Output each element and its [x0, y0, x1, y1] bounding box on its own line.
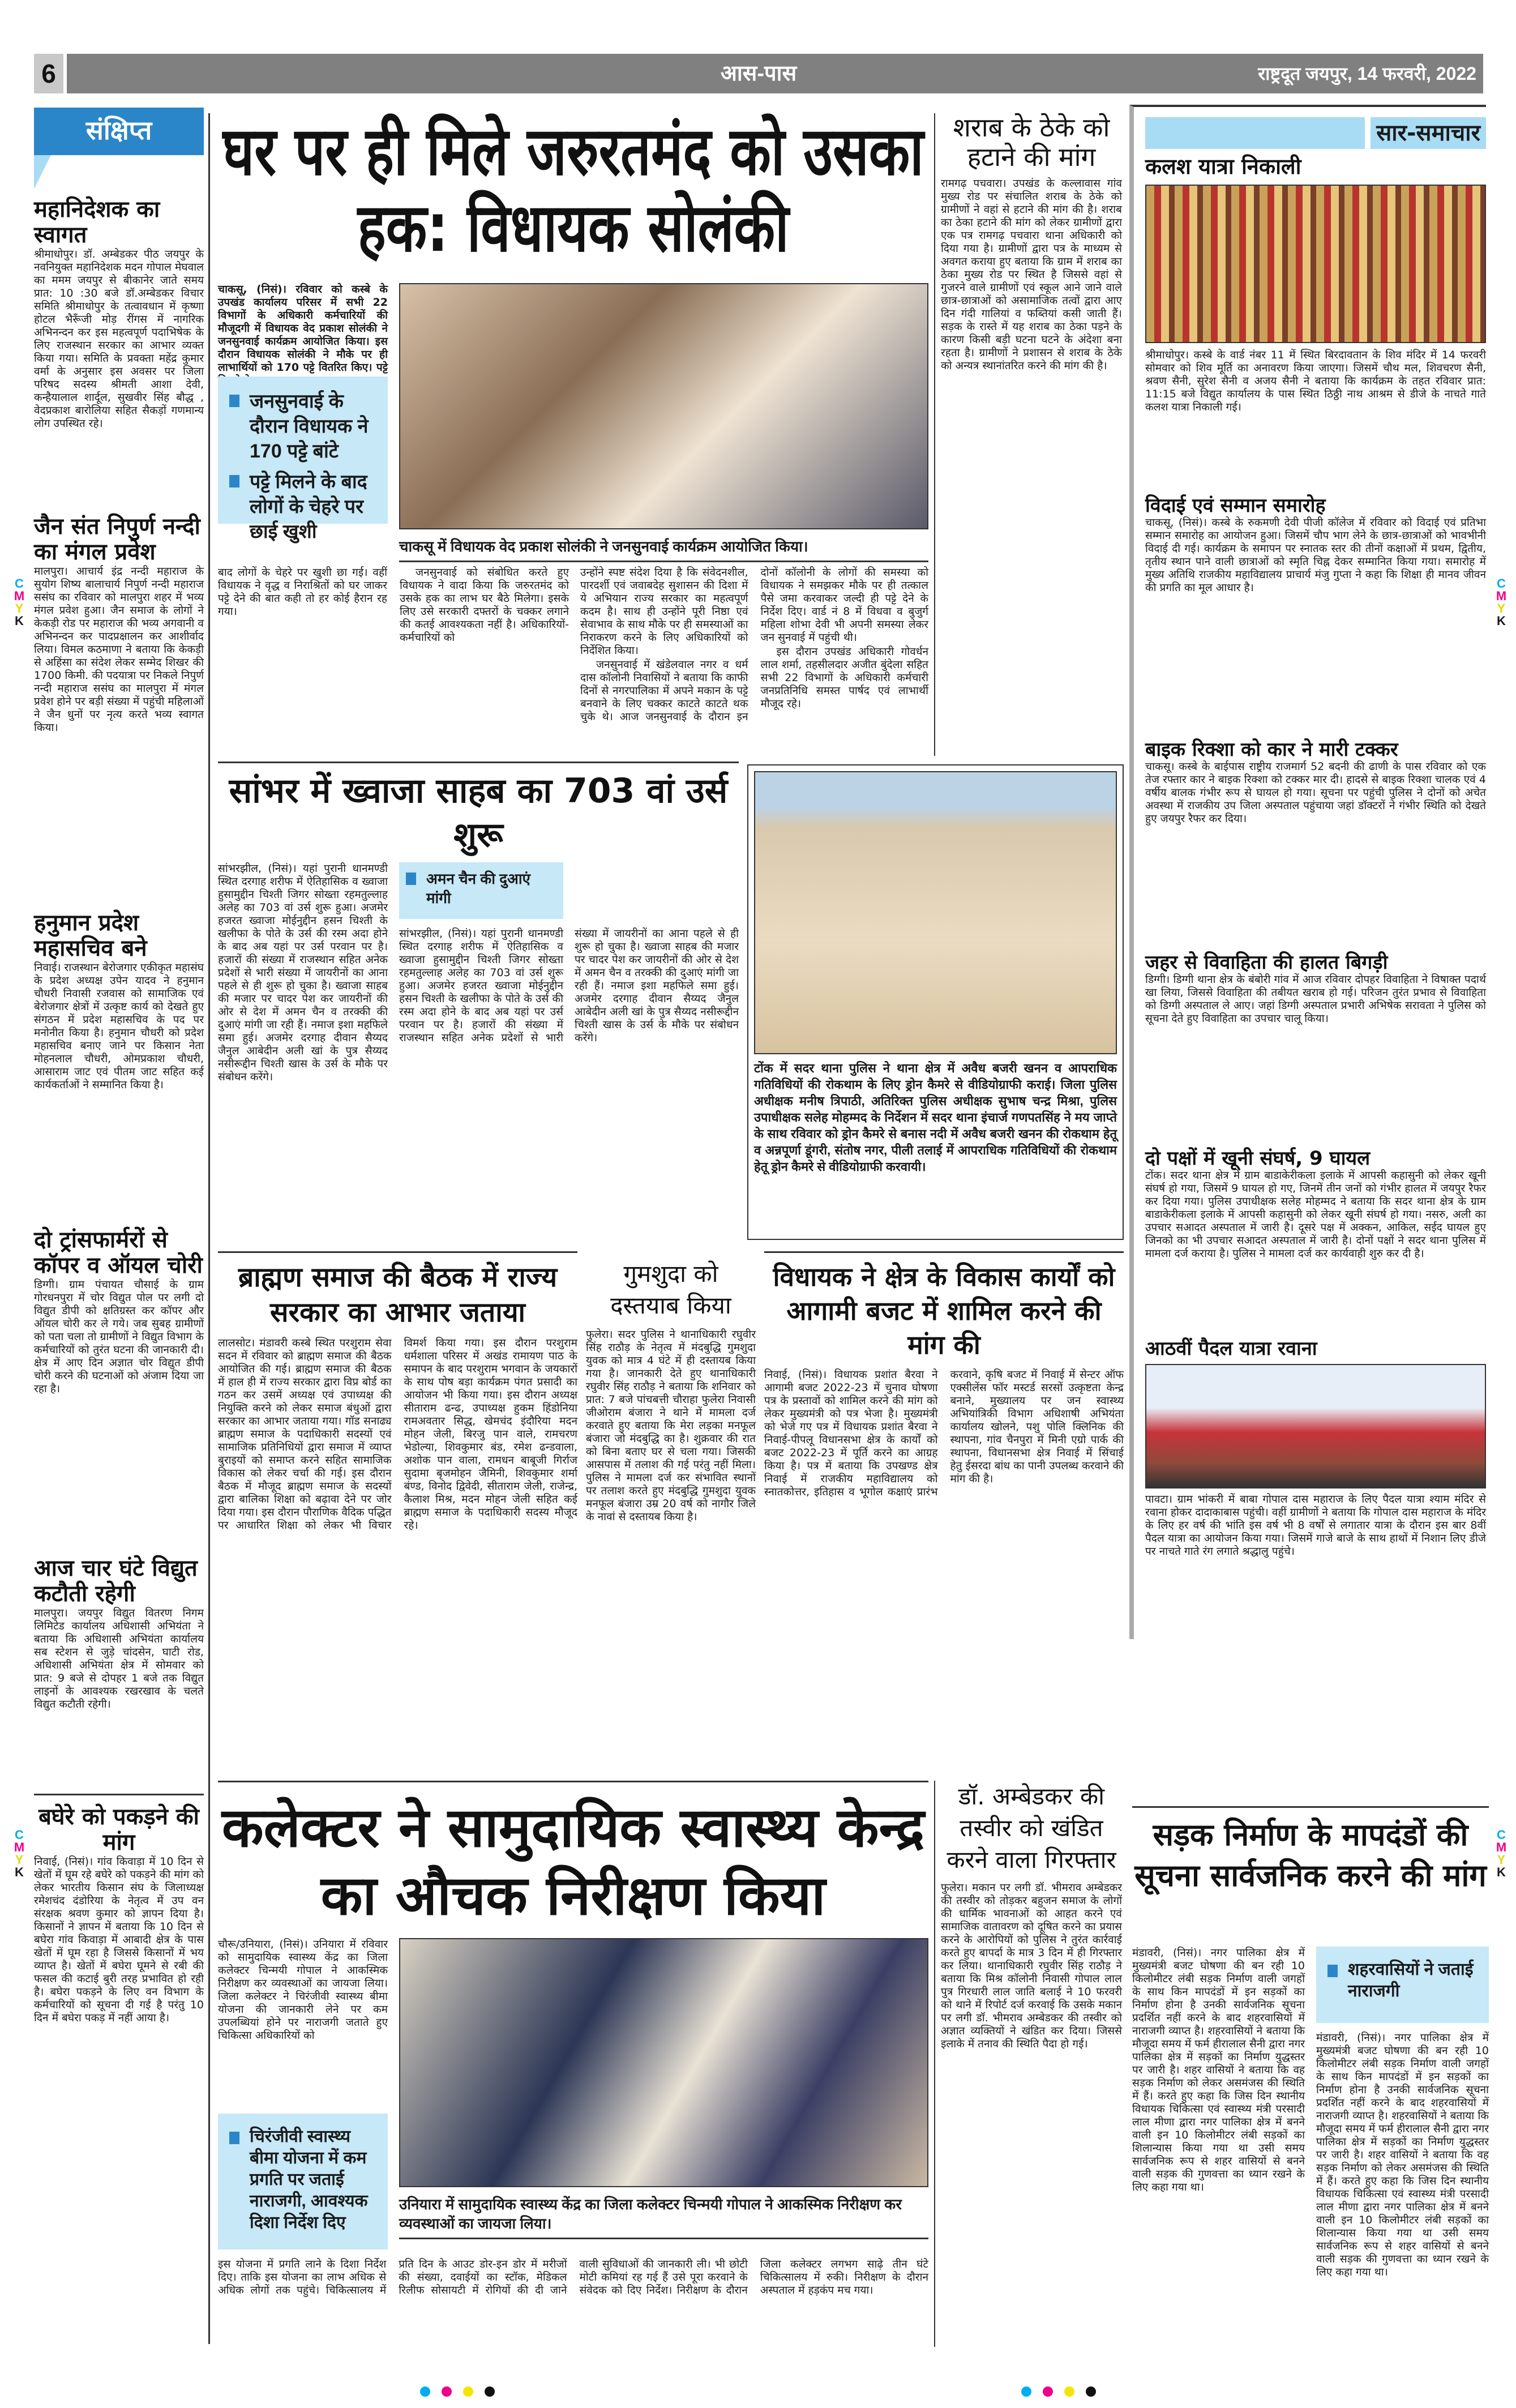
headline: आठवीं पैदल यात्रा रवाना: [1145, 1337, 1317, 1360]
brahmin-story: [218, 1251, 577, 1772]
article-body: लालसोट। मंडावरी कस्बे स्थित परशुराम सेवा सदन में रविवार को ब्राह्मण समाज की बैठक आयोजित की गई। ब्राह्मण समाज की बैठक में हाल ही में राज्य सरकार द्वारा विप्र बोर्ड का गठन कर उसमें अध्यक्ष एवं उपाध्यक्ष की नियुक्ति करने को लेकर समाज बंधुओं द्वारा सरकार का आभार जताया गया। गॉड सनाढ्य ब्राह्मण समाज के पदाधिकारी सदस्यों एवं सामाजिक प्रतिनिधियों द्वारा समाज में व्याप्त बुराइयों को समाप्त करने सहित सामाजिक विकास को लेकर चर्चा की गई। इस दौरान बैठक में मौजूद ब्राह्मण समाज के सदस्यों द्वारा बालिका शिक्षा को बढ़ावा देने पर जोर दिया गया। इस दौरान पौराणिक वैदिक पद्धित पर आधारित शिक्षा को लेकर भी विचार विमर्श किया गया। इस दौरान परशुराम धर्मशाला परिसर में अखंड रामायण पाठ के समापन के बाद परशुराम भगवान के जयकारों के साथ पोष बड़ा कार्यक्रम पंगत प्रसादी का आयोजन भी किया गया। इस दौरान अध्यक्ष सीताराम ढन्ढ, उपाध्यक्ष हुकम हिंडोनिया रामअवतार सिद्ध, खेमचंद इंदौरिया मदन मोहन जेली, बिरजु पान वाले, रामचरण भेडोल्या, शिवकुमार बंड, रमेश ढन्डवाला, अशोक पान वाला, रामधन बाबूजी गिर्राज सुदामा बृजमोहन जैमिनी, शिवकुमार शर्मा बंण्ड, विनोद द्विवेदी, सीताराम जेली, राजेन्द्र, कैलाश मिश्र, मदन मोहन जेली सहित कई ब्राह्मण समाज के पदाधिकारी सदस्य मौजूद रहे।: [218, 1337, 577, 1532]
lead-photo-caption: चाकसू में विधायक वेद प्रकाश सोलंकी ने जनसुनवाई कार्यक्रम आयोजित किया।: [399, 532, 928, 562]
brief-column: [34, 108, 204, 2344]
article-body: पावटा। ग्राम भांकरी में बाबा गोपाल दास महाराज के लिए पैदल यात्रा श्याम मंदिर से रवाना होकर दादाकाबास पहुंची। वहीं ग्रामीणों ने बताया कि गोपाल दास महाराज के मंदिर के लिए हर वर्ष की भांति इस वर्ष भी 8 वर्षों से लगातार यात्रा के दौरान इस बार 8वीं पैदल यात्रा का आयोजन किया गया। जिसमें गाजे बाजे के साथ हाथों में निशान लिए डीजे पर नाचते गाते रंग लगाते श्रद्धालु पहुंचे।: [1145, 1492, 1486, 1558]
paper-dateline: राष्ट्रदूत जयपुर, 14 फरवरी, 2022: [1258, 63, 1476, 84]
headline: हनुमान प्रदेश महासचिव बने: [34, 910, 147, 961]
brief-label: संक्षिप्त: [34, 108, 204, 155]
brief-item: [34, 197, 204, 514]
collector-photo: [399, 1938, 928, 2187]
drone-photo-story: [747, 764, 1124, 1240]
article-body: श्रीमाधोपुर। कस्बे के वार्ड नंबर 11 में स्थित बिरदावतान के शिव मंदिर में 14 फरवरी सोमवार को शिव मूर्ति का अनावरण किया जाएगा। जिसमें चौथ मल, शिवचरण सैनी, श्रवण सैनी, सुरेश सैनी व अजय सैनी ने बताया कि कार्यक्रम के तहत रविवार प्रात: 11:15 बजे विद्युत कार्यालय के पास स्थित ठिठ्ठी नाथ आश्रम से डीजे के नाचते गाते कलश यात्रा निकाली गई।: [1145, 348, 1486, 413]
headline: सड़क निर्माण के मापदंडों की सूचना सार्वजनिक करने की मांग: [1134, 1817, 1487, 1893]
urs-story: [218, 762, 739, 1243]
headline: कलेक्टर ने सामुदायिक स्वास्थ्य केन्द्र का औचक निरीक्षण किया: [221, 1796, 925, 1927]
brief-item: [34, 1227, 204, 1556]
article-body: निवाई। राजस्थान बेरोजगार एकीकृत महासंघ के प्रदेश अध्यक्ष उपेन यादव ने हनुमान चौधरी निवासी रजवास को सामाजिक एवं बेरोजगार क्षेत्रों में उत्कृष्ट कार्य को देखते हुए संगठन में प्रदेश महासचिव के पद पर मनोनीत किया है। हनुमान चौधरी को प्रदेश महासचिव बनाए जाने पर किसान नेता मोहनलाल चौधरी, ओमप्रकाश चौधरी, आसाराम जाट एवं पीतम जाट सहित कई कार्यकर्ताओं ने सम्मानित किया है।: [34, 961, 204, 1091]
headline: शराब के ठेके को हटाने की मांग: [953, 112, 1110, 172]
column-rule: [934, 1781, 935, 2347]
highlight-box: शहरवासियों ने जताई नाराजगी: [1316, 1947, 1489, 2023]
headline: जहर से विवाहिता की हालत बिगड़ी: [1145, 951, 1388, 974]
drone-photo: [754, 771, 1117, 1054]
headline: ब्राह्मण समाज की बैठक में राज्य सरकार का आभार जताया: [238, 1261, 558, 1328]
headline: गुमशुदा को दस्तयाब किया: [610, 1260, 731, 1319]
missing-person-story: [586, 1251, 756, 1772]
headline: विदाई एवं सम्मान समारोह: [1145, 494, 1326, 517]
lead-headline: घर पर ही मिले जरुरतमंद को उसका हक: विधायक सोलंकी: [222, 112, 924, 267]
brief-item: [34, 514, 204, 910]
lead-intro: चाकसू, (निसं)। रविवार को कस्बे के उपखंड कार्यालय परिसर में सभी 22 विभागों के अधिकारी कर्मचारियों की मौजूदगी में विधायक वेद प्रकाश सोलंकी ने जनसुनवाई कार्यक्रम आयोजित किया। इस दौरान विधायक सोलंकी ने मौके पर ही लाभार्थियों को 170 पट्टे वितरित किए। पट्टे: [218, 283, 388, 374]
column-rule: [934, 113, 935, 756]
lead-body: बाद लोगों के चेहरे पर खुशी छा गई। वहीं विधायक ने वृद्ध व निराश्रितों को घर जाकर पट्टे देने की बात कही तो हर कोई हैरान रह गया। जनसुनवाई को संबोधित करते हुए विधायक ने वादा किया कि जरुरतमंद को उसके हक का लाभ घर बैठे मिलेगा। इसके लिए उसे सरकारी दफ्तरों के चक्कर लगाने की कतई आवश्यकता नहीं है। अधिकारियों-कर्मचारियों को: [218, 566, 569, 644]
article-body: मालपुरा। आचार्य इंद्र नन्दी महाराज के सुयोग शिष्य बालाचार्य निपुर्ण नन्दी महाराज ससंघ का रविवार को मालपुरा शहर में भव्य मंगल प्रवेश हुआ। जैन समाज के लोगों ने केकड़ी रोड पर महाराज की भव्य अगवानी व अभिनन्दन कर पादप्रक्षालन कर आशीर्वाद लिया। विमल कठमाणा ने बताया कि केकड़ी से अहिंसा का संदेश लेकर सम्मेद शिखर की 1700 किमी. की पदयात्रा पर निकले निपुर्ण नन्दी महाराज ससंघ का मालपुरा में मंगल प्रवेश होने पर बड़ी संख्या में पहुंची महिलाओं ने जैन धुनों पर नृत्य करते भव्य स्वागत किया।: [34, 564, 204, 734]
headline: दो ट्रांसफार्मरों से कॉपर व ऑयल चोरी: [34, 1227, 203, 1278]
article-body: टोंक। सदर थाना क्षेत्र में ग्राम बाडाकेरीकला इलाके में आपसी कहासुनी को लेकर खूनी संघर्ष हो गया, जिसमें 9 घायल हो गए, जिनमें तीन जनों को गंभीर हालत में जयपुर रैफर कर दिया गया। पुलिस उपाधीक्षक सलेह मोहम्मद ने बताया कि सदर थाना क्षेत्र के ग्राम बाडाकेरीकला इलाके में आपसी कहासुनी को लेकर खूनी संघर्ष हो गया। नसरु, अली का उपचार सआदत अस्पताल में जारी है। दूसरे पक्ष में अक्कन, आकिल, सईद घायल हुए जिनको का भी उपचार सआदत अस्पताल में जारी है। दोनों पक्षों ने सदर थाना पुलिस में मामला दर्ज कराया है। पुलिस ने मामला दर्ज कर कार्यवाही शुरु कर दी है।: [1145, 1169, 1486, 1260]
headline: जैन संत निपुर्ण नन्दी का मंगल प्रवेश: [34, 514, 200, 565]
article-body: श्रीमाधोपुर। डॉ. अम्बेडकर पीठ जयपुर के नवनियुक्त महानिदेशक मदन गोपाल मेघवाल का ममम जयपुर से बीकानेर जाते समय प्रात: 10 :30 बजे डॉ.अम्बेडकर विचार समिति श्रीमाधोपुर के तत्वावधान में कृष्णा होटल भैरूँजी मोड़ रींगस में नागरिक अभिनन्दन कर इस महत्वपूर्ण पदाभिषेक के लिए राजस्थान सरकार का आभार व्यक्त किया गया। समिति के प्रवक्ता महेंद्र कुमार वर्मा के अनुसार इस अवसर पर जिला परिषद सदस्य श्रीमती आशा देवी, कन्हैयालाल शार्दूल, सुखवीर सिंह बौद्ध , वेदप्रकाश बारोलिया सहित सैकड़ों गणमान्य लोग उपस्थित रहे।: [34, 247, 204, 430]
highlight-box: चिरंजीवी स्वास्थ्य बीमा योजना में कम प्रगति पर जताई नाराजगी, आवश्यक दिशा निर्देश दिए: [218, 2114, 388, 2249]
news-roundup: [1129, 105, 1486, 1639]
registration-mark-left-top: C M Y K: [14, 576, 25, 628]
collector-photo-caption: उनियारा में सामुदायिक स्वास्थ्य केंद्र का जिला कलेक्टर चिन्मयी गोपाल ने आकस्मिक निरीक्षण कर व्यवस्थाओं का जायजा लिया।: [399, 2190, 928, 2239]
registration-mark-right-top: C M Y K: [1496, 576, 1507, 628]
collector-story: [218, 1781, 928, 2347]
headline: आज चार घंटे विद्युत कटौती रहेगी: [34, 1555, 198, 1607]
liquor-shop-story: [941, 113, 1122, 753]
road-story: [1132, 1806, 1489, 2347]
ambedkar-story: [941, 1781, 1122, 2347]
brief-item: [34, 910, 204, 1227]
headline: डॉ. अम्बेडकर की तस्वीर को खंडित करने वाला गिरफ्तार: [947, 1782, 1116, 1874]
article-body-continued: सांभरझील, (निसं)। यहां पुरानी धानमण्डी स्थित दरगाह शरीफ में ऐतिहासिक व ख्वाजा हुसामुद्दीन चिश्ती जिगर सोख्ता रहमतुल्लाह अलेह का 703 वां उर्स शुरू हुआ। अजमेर हजरत ख्वाजा मोईनुद्दीन हसन चिश्ती के खलीफा के पोते के उर्स की रस्म अदा होने के बाद अब यहां पर उर्स परवान पर है। हजारों की संख्या में राजस्थान सहित अनेक प्रदेशों से भारी संख्या में जायरीनों का आना पहले से ही शुरू हो चुका है। ख्वाजा साहब की मजार पर चादर पेश कर जायरीनों की ओर से देश में अमन चैन व तरक्की की दुआएं मांगी जा रही हैं। नमाज इशा महफिले समा हुई। अजमेर दरगाह दीवान सैय्यद जैनुल आबेदीन अली खां के पुत्र सैय्यद नसीरूद्दीन चिश्ती खास के उर्स के मौके पर संबोधन करेंगे।: [399, 927, 739, 1044]
article-body: फुलेरा। सदर पुलिस ने थानाधिकारी रघुवीर सिंह राठौड़ के नेतृत्व में मंदबुद्धि गुमशुदा युवक को मात्र 4 घंटे में ही दस्तायब किया गया है। जानकारी देते हुए थानाधिकारी रघुवीर सिंह राठौड़ ने बताया कि शनिवार को प्रात: 7 बजे पांचबत्ती चौराहा फुलेरा निवासी जीओराम बंजारा ने थाने में मामला दर्ज करवाते हुए बताया कि मेरा लड़का मनफूल बंजारा जो मंदबुद्धि का है। शुक्रवार की रात को बिना बताए घर से चला गया। जिसकी आसपास में तलाश की गई परंतु नहीं मिला। पुलिस ने मामला दर्ज कर संभावित स्थानों पर तलाश करते हुए मंदबुद्धि गुमशुदा युवक मनफूल बंजारा उम्र 20 वर्ष को नागौर जिले के नावां से दस्तायब किया है।: [586, 1328, 756, 1523]
article-body: मालपुरा। जयपुर विद्युत वितरण निगम लिमिटेड कार्यालय अधिशासी अभियंता ने बताया कि अधिशासी अभियंता कार्यालय सब स्टेशन से जुड़े चांदसेन, घाटी रोड, अधिशासी अभियंता क्षेत्र में सोमवार को प्रात: 9 बजे से दोपहर 1 बजे तक विद्युत लाइनों के आवश्यक रखरखाव के चलते विद्युत कटौती रहेगी।: [34, 1606, 204, 1710]
article-body: सांभरझील, (निसं)। यहां पुरानी धानमण्डी स्थित दरगाह शरीफ में ऐतिहासिक व ख्वाजा हुसामुद्दीन चिश्ती जिगर सोख्ता रहमतुल्लाह अलेह का 703 वां उर्स शुरू हुआ। अजमेर हजरत ख्वाजा मोईनुद्दीन हसन चिश्ती के खलीफा के पोते के उर्स की रस्म अदा होने के बाद अब यहां पर उर्स परवान पर है। हजारों की संख्या में राजस्थान सहित अनेक प्रदेशों से भारी संख्या में जायरीनों का आना पहले से ही शुरू हो चुका है। ख्वाजा साहब की मजार पर चादर पेश कर जायरीनों की ओर से देश में अमन चैन व तरक्की की दुआएं मांगी जा रही हैं। नमाज इशा महफिले समा हुई। अजमेर दरगाह दीवान सैय्यद जैनुल आबेदीन अली खां के पुत्र सैय्यद नसीरूद्दीन चिश्ती खास के उर्स के मौके पर संबोधन करेंगे।: [218, 862, 388, 1083]
roundup-label: सार-समाचार: [1371, 117, 1486, 149]
lead-body-2: उन्होंने स्पष्ट संदेश दिया है कि संवेदनशील, पारदर्शी एवं जवाबदेह सुशासन की दिशा में ये अभियान राज्य सरकार का महत्वपूर्ण कदम है। साथ ही उन्होंने पूरी निष्ठा एवं सेवाभाव के साथ मौके पर ही समस्याओं का निराकरण करने के लिए अधिकारियों को निर्देशित किया। जनसुनवाई में खंडेलवाल नगर व धर्म दास कॉलोनी निवासियों ने बताया कि काफी दिनों से नगरपालिका में अपने मकान के पट्टे बनवाने के लिए चक्कर काटते काटते थक चुके थे। आज जनसुनवाई के दौरान इन दोनों कॉलोनी के लोगों की समस्या को विधायक ने समझकर मौके पर ही तत्काल पैसे जमा करवाकर जल्दी ही पट्टे देने के निर्देश दिए। वार्ड नं 8 में विधवा व बुजुर्ग महिला शोभा देवी भी अपनी समस्या लेकर जन सुनवाई में पहुंची थी। इस दौरान उपखंड अधिकारी गोवर्धन लाल शर्मा, तहसीलदार अजीत बुंदेला सहित सभी 22 विभागों के अधिकारी कर्मचारी जनप्रतिनिधि समस्त पार्षद एवं लाभार्थी मौजूद रहे।: [580, 566, 928, 723]
article-body: इस योजना में प्रगति लाने के दिशा निर्देश दिए। ताकि इस योजना का लाभ अधिक से अधिक लोगों तक पहुंचे। चिकित्सालय में प्रति दिन के आउट डोर-इन डोर में मरीजों की संख्या, दवाईयों का स्टॉक, मेडिकल रिलीफ सोसायटी में रोगियों की दी जाने वाली सुविधाओं की जानकारी ली। भी छोटी मोटी कमियां रह गई हैं उसे पूरा करवाने के संवेदक को दिए निर्देश। निरीक्षण के दौरान जिला कलेक्टर लगभग साढ़े तीन घंटे चिकित्सालय में रुकी। निरीक्षण के दौरान अस्पताल में हड़कंप मच गया।: [218, 2258, 928, 2296]
headline: बाइक रिक्शा को कार ने मारी टक्कर: [1145, 738, 1398, 761]
article-body: डिग्गी। डिग्गी थाना क्षेत्र के बंबोरी गांव में आज रविवार दोपहर विवाहिता ने विषाक्त पदार्थ खा लिया, जिससे विवाहिता की तबीयत खराब हो गई। परिजन तुरंत प्रभाव से विवाहिता को डिग्गी अस्पताल ले आए। जहां डिग्गी अस्पताल प्रभारी अभिषेक सरावता ने पुलिस को सूचना देते हुए विवाहिता का उपचार चालू किया।: [1145, 973, 1486, 1025]
drone-caption: टोंक में सदर थाना पुलिस ने थाना क्षेत्र में अवैध बजरी खनन व आपराधिक गतिविधियों की रोकथाम के लिए ड्रोन कैमरे से वीडियोग्राफी कराई। जिला पुलिस अधीक्षक मनीष त्रिपाठी, अतिरिक्त पुलिस अधीक्षक सुभाष चन्द्र मिश्रा, पुलिस उपाधीक्षक सलेह मोहम्मद के निर्देशन में सदर थाना इंचार्ज गणपतसिंह ने मय जाप्ते के साथ रविवार को ड्रोन कैमरे से बनास नदी में अवैध बजरी खनन की रोकथाम हेतू व अन्नपूर्णा डूंगरी, संतोष नगर, पीली तलाई में आपराधिक गतिविधियों की रोकथाम हेतू ड्रोन कैमरे से वीडियोग्राफी करवायी।: [754, 1061, 1117, 1174]
headline: सांभर में ख्वाजा साहब का 703 वां उर्स शुरू: [229, 771, 728, 855]
article-body: चाकसू, (निसं)। कस्बे के रुकमणी देवी पीजी कॉलेज में रविवार को विदाई एवं प्रतिभा सम्मान समारोह का आयोजन हुआ। जिसमें चौप भाग लेने के छात्र-छात्राओं को भावभीनी विदाई दी गई। कार्यक्रम के समापन पर स्नातक स्तर की तीनों कक्षाओं में प्रथम, द्वितीय, तृतीय स्थान पाने वाली छात्राओं को स्मृति चिह्न देकर सम्मानित किया गया। समारोह में मुख्य अतिथि राजकीय महाविद्यालय प्राचार्य मंजु गुप्ता ने कहा कि शिक्षा ही मानव जीवन की प्रगति का मूल आधार है।: [1145, 516, 1486, 594]
section-title: आस-पास: [720, 62, 797, 85]
article-body: निवाई, (निसं)। विधायक प्रशांत बैरवा ने आगामी बजट 2022-23 में चुनाव घोषणा पत्र के प्रस्तावों को शामिल करने की मांग को लेकर मुख्यमंत्री को पत्र भेजा है। मुख्यमंत्री को भेजे गए पत्र में विधायक प्रशांत बैरवा ने निवाई-पीपलू विधानसभा क्षेत्र के कार्यों को बजट 2022-23 में पूर्ति करने का आग्रह किया है। पत्र में बताया कि उपखण्ड क्षेत्र निवाई में राजकीय महाविद्यालय को स्नातकोत्तर, इतिहास व भूगोल कक्षाएं प्रारंभ करवाने, कृषि बजट में निवाई में सेन्टर ऑफ एक्सीलेंस फॉर मस्टर्ड सरसों उत्कृष्टता केन्द्र बनाने, मुख्यालय पर जन स्वास्थ्य अभियांत्रिकी विभाग अधिशाषी अभियंता कार्यालय खोलने, पशु पोलि क्लिनिक की स्थापना, गांव चैनपुरा में मिनी एग्रो पार्क की स्थापना, विधानसभा क्षेत्र निवाई में सिंचाई हेतु ईसरदा बांध का पानी उपलब्ध करवाने की मांग की है।: [764, 1368, 1124, 1498]
registration-mark-left-bottom: C M Y K: [14, 1828, 25, 1879]
mla-budget-story: [764, 1251, 1124, 1772]
padyatra-photo: [1145, 1364, 1486, 1489]
brief-item: [34, 1556, 204, 1794]
lead-story: [218, 113, 928, 753]
headline: महानिदेशक का स्वागत: [34, 196, 160, 248]
highlight-box: अमन चैन की दुआएं मांगी: [399, 862, 563, 919]
article-intro: चौरू/उनियारा, (निसं)। उनियारा में रविवार को सामुदायिक स्वास्थ्य केंद्र का जिला कलेक्टर चिन्मयी गोपाल ने आकस्मिक निरीक्षण कर व्यवस्थाओं का जायजा लिया। जिला कलेक्टर ने चिरंजीवी स्वास्थ्य बीमा योजना की जानकारी लेने पर कम उपलब्धियां होने पर नाराजगी जताते हुए चिकित्सा अधिकारियों को: [218, 1938, 388, 2042]
column-rule: [208, 113, 210, 2344]
color-bar: [0, 2386, 1516, 2399]
kalash-yatra-photo: [1145, 185, 1486, 343]
brief-item: [34, 1794, 204, 2360]
registration-mark-right-bottom: C M Y K: [1496, 1828, 1507, 1879]
article-body: फुलेरा। मकान पर लगी डॉ. भीमराव अम्बेडकर की तस्वीर को तोड़कर बहुजन समाज के लोगों की धार्मिक भावनाओं को आहत करने एवं सामाजिक वातावरण को दूषित करने का प्रयास करने के आरोपियों को पुलिस ने तुरंत कार्रवाई करते हुए बापर्दा के मात्र 3 दिन में ही गिरफ्तार कर लिया। थानाधिकारी रघुवीर सिंह राठौड़ ने बताया कि मिश्र कॉलोनी निवासी गोपाल लाल पुत्र गिरधारी लाल जाति बलाई ने 10 फरवरी को थाने में रिपोर्ट दर्ज करवाई कि उसके मकान पर लगी डॉ. भीमराव अम्बेडकर की तस्वीर को अज्ञात व्यक्तियों ने खंडित कर दिया। जिससे इलाके में तनाव की स्थिति पैदा हो गई।: [941, 1881, 1122, 2050]
article-body-continued: मंडावरी, (निसं)। नगर पालिका क्षेत्र में मुख्यमंत्री बजट घोषणा की बन रही 10 किलोमीटर लंबी सड़क निर्माण वाली जगहों के साथ किन मापदंडों में इन सड़कों का निर्माण होना है उनकी सार्वजनिक सूचना प्रदर्शित नहीं करने के बाद शहरवासियों में नाराजगी व्याप्त है। शहरवासियों ने बताया कि मौजूदा समय में फर्म हीरालाल सैनी द्वारा नगर पालिका क्षेत्र में सड़कों का निर्माण युद्धस्तर पर जारी है। शहर वासियों ने बताया कि वह सड़क निर्माण को लेकर असमंजस की स्थिति में हैं। करते हुए कहा कि जिस दिन स्थानीय विधायक चिकित्सा एवं स्वास्थ्य मंत्री परसादी लाल मीणा द्वारा नगर पालिका क्षेत्र में बनने वाली इन 10 किलोमीटर लंबी सड़कों का शिलान्यास किया गया था उसी समय सार्वजनिक रूप से शहर वासियों से बनने वाली सड़क की गुणवत्ता का ध्यान रखने के लिए कहा गया था।: [1316, 2031, 1489, 2278]
article-body: चाकसू। कस्बे के बाईपास राष्ट्रीय राजमार्ग 52 बदनी की ढाणी के पास रविवार को एक तेज रफ्तार कार ने बाइक रिक्शा को टक्कर मार दी। हादसे से बाइक रिक्शा चालक एवं 4 वर्षीय बालक गंभीर रूप से घायल हो गया। सूचना पर पहुंची पुलिस ने दोनों को अचेत अवस्था में राजकीय उप जिला अस्पताल पहुंचाया जहां डॉक्टरों ने गंभीर स्थिति को देखते हुए जयपुर रैफर कर दिया।: [1145, 760, 1486, 825]
headline: दो पक्षों में खूनी संघर्ष, 9 घायल: [1145, 1147, 1371, 1170]
lead-highlights: जनसुनवाई के दौरान विधायक ने 170 पट्टे बांटे पट्टे मिलने के बाद लोगों के चेहरे पर छाई खुशी: [218, 377, 388, 524]
headline: कलश यात्रा निकाली: [1145, 154, 1301, 179]
page-number: 6: [34, 54, 67, 93]
article-body: निवाई, (निसं)। गांव किवाड़ा में 10 दिन से खेतों में घूम रहे बघेरे को पकड़ने की मांग को लेकर भारतीय किसान संघ के जिलाध्यक्ष रमेशचंद दंडोरिया के नेतृत्व में उप वन संरक्षक श्रवण कुमार को ज्ञापन दिया है। किसानों ने ज्ञापन में बताया कि 10 दिन से बघेरा गांव किवाड़ा में आबादी क्षेत्र के पास खेतों में घूम रहा है जिससे किसानों में भय व्याप्त है। खेतों में बघेरा घूमने से रबी की फसल की कटाई बुरी तरह प्रभावित हो रही है। बघेरा पकड़ने के लिए वन विभाग के कर्मचारियों को सूचना दी गई है परंतु 10 दिन में बघेरा पकड़ में नहीं आया है।: [34, 1855, 204, 2024]
article-body: डिग्गी। ग्राम पंचायत चौसाई के ग्राम गोरधनपुरा में चोर विद्युत पोल पर लगी दो विद्युत डीपी को क्षतिग्रस्त कर कॉपर और ऑयल चोरी कर ले गये। जब सुबह ग्रामीणों को पता चला तो ग्रामीणों ने विद्युत विभाग के कर्मचारियों को तुरंत घटना की जानकारी दी। क्षेत्र में आए दिन अज्ञात चोर विद्युत डीपी चोरी करने की घटनाओं को अंजाम दिया जा रहा है।: [34, 1278, 204, 1395]
article-body: मंडावरी, (निसं)। नगर पालिका क्षेत्र में मुख्यमंत्री बजट घोषणा की बन रही 10 किलोमीटर लंबी सड़क निर्माण वाली जगहों के साथ किन मापदंडों में इन सड़कों का निर्माण होना है उनकी सार्वजनिक सूचना प्रदर्शित नहीं करने के बाद शहरवासियों में नाराजगी व्याप्त है। शहरवासियों ने बताया कि मौजूदा समय में फर्म हीरालाल सैनी द्वारा नगर पालिका क्षेत्र में सड़कों का निर्माण युद्धस्तर पर जारी है। शहर वासियों ने बताया कि वह सड़क निर्माण को लेकर असमंजस की स्थिति में हैं। करते हुए कहा कि जिस दिन स्थानीय विधायक चिकित्सा एवं स्वास्थ्य मंत्री परसादी लाल मीणा द्वारा नगर पालिका क्षेत्र में बनने वाली इन 10 किलोमीटर लंबी सड़कों का शिलान्यास किया गया था उसी समय सार्वजनिक रूप से शहर वासियों से बनने वाली सड़क की गुणवत्ता का ध्यान रखने के लिए कहा गया था।: [1132, 1947, 1305, 2193]
article-body: रामगढ़ पचवारा। उपखंड के कल्लावास गांव मुख्य रोड पर संचालित शराब के ठेके को ग्रामीणों ने वहां से हटाने की मांग की है। शराब का ठेका हटाने की मांग को लेकर ग्रामीणों द्वारा एक पत्र रामगढ़ पचवारा थाना अधिकारी को दिया गया है। ग्रामीणों द्वारा पत्र के माध्यम से अवगत कराया हुए बताया कि ग्राम में शराब का ठेका मुख्य रोड पर स्थित है जिससे वहां से गुजरने वाले ग्रामीणों एवं स्कूल आने जाने वाले छात्र-छात्राओं को असामाजिक तत्वों द्वारा आए दिन गंदी गालियां व फब्तियां कसी जाती हैं। सड़क के रास्ते में यह शराब का ठेका पड़ने के कारण किसी बड़ी घटना घटने के अंदेशा बना रहता है। ग्रामीणों ने प्रशासन से शराब के ठेके को अन्यत्र स्थानांतरित करने की मांग की है।: [941, 177, 1122, 373]
headline: विधायक ने क्षेत्र के विकास कार्यों को आगामी बजट में शामिल करने की मांग की: [773, 1261, 1115, 1360]
headline: बघेरे को पकड़ने की मांग: [38, 1804, 199, 1855]
lead-photo: [399, 283, 928, 529]
